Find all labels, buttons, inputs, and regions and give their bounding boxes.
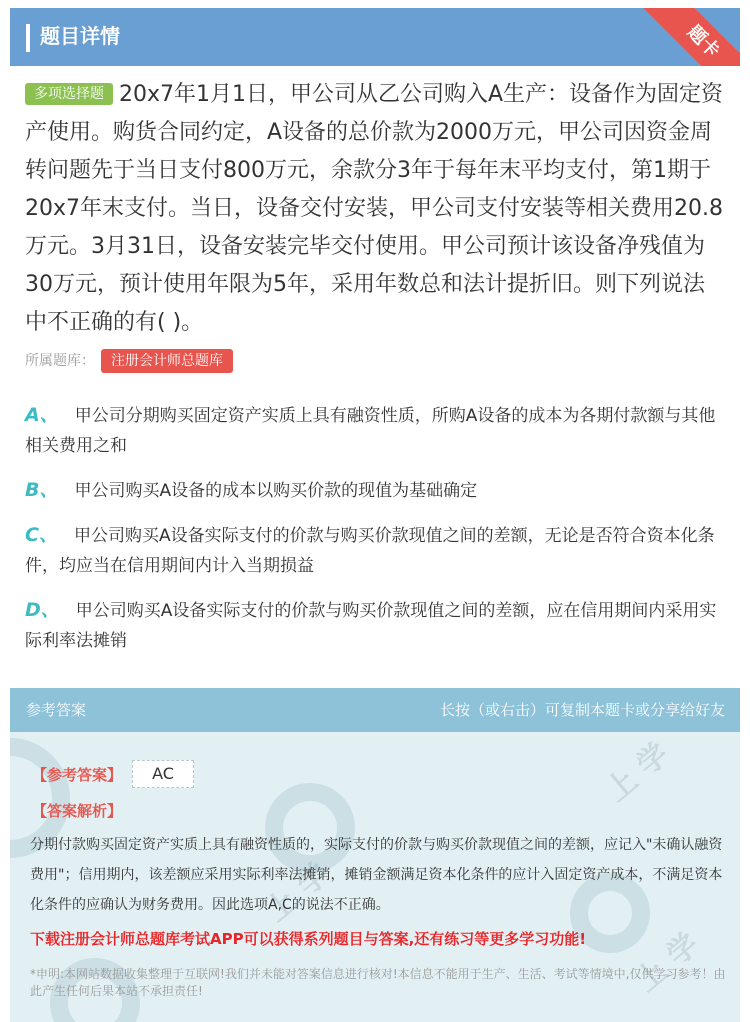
- download-app-link[interactable]: 下载注册会计师总题库考试APP可以获得系列题目与答案,还有练习等更多学习功能!: [30, 930, 587, 948]
- page-title: 题目详情: [40, 24, 120, 48]
- watermark-logo: 上 学: [629, 926, 706, 999]
- card-ribbon[interactable]: 题卡: [637, 8, 740, 66]
- watermark-logo: 上 学: [259, 856, 336, 929]
- option-b[interactable]: [25, 475, 730, 506]
- source-label: 所属题库：: [25, 353, 95, 369]
- analysis-label: 【答案解析】: [32, 802, 123, 820]
- option-letter: C、: [25, 524, 58, 546]
- watermark-logo: 上 学: [599, 736, 676, 809]
- answer-value: AC: [132, 760, 194, 788]
- share-hint: 长按（或右击）可复制本题卡或分享给好友: [439, 701, 725, 719]
- option-letter: B、: [25, 479, 59, 501]
- question-source: [25, 348, 233, 374]
- option-d[interactable]: [25, 595, 730, 656]
- option-letter: D、: [25, 599, 60, 621]
- option-c[interactable]: [25, 520, 730, 581]
- option-text: 甲公司购买A设备实际支付的价款与购买价款现值之间的差额，应在信用期间内采用实际利率法摊销: [25, 601, 717, 651]
- analysis-text: 分期付款购买固定资产实质上具有融资性质的，实际支付的价款与购买价款现值之间的差额，应记入"未确认融资费用"；信用期内，该差额应采用实际利率法摊销，摊销金额满足资本化条件的应计入固定资产成本，不满足资本化条件的应确认为财务费用。因此选项A,C的说法不正确。: [30, 837, 723, 913]
- disclaimer: *申明:本网站数据收集整理于互联网!我们并未能对答案信息进行核对!本信息不能用于生产、生活、考试等情境中,仅供学习参考！由此产生任何后果本站不承担责任!: [30, 967, 726, 998]
- answer-label: 【参考答案】: [32, 766, 123, 784]
- question-type-badge: 多项选择题: [25, 83, 113, 105]
- option-text: 甲公司购买A设备的成本以购买价款的现值为基础确定: [74, 481, 478, 501]
- question-stem: [25, 76, 725, 342]
- title-accent-bar: [26, 24, 30, 52]
- option-a[interactable]: [25, 400, 730, 461]
- header-bar: [10, 8, 740, 66]
- question-text: 20x7年1月1日，甲公司从乙公司购入A生产：设备作为固定资产使用。购货合同约定，A设备的总价款为2000万元，甲公司因资金周转问题先于当日支付800万元，余款分3年于每年末平均支付，第1期于20x7年末支付。当日，设备交付安装，甲公司支付安装等相关费用20.8万元。3月31日，设备安装完毕交付使用。甲公司预计该设备净残值为30万元，预计使用年限为5年，采用年数总和法计提折旧。则下列说法中不正确的有( )。: [25, 82, 724, 335]
- source-tag-link[interactable]: 注册会计师总题库: [101, 349, 233, 373]
- option-letter: A、: [25, 404, 59, 426]
- answer-header-title: 参考答案: [26, 701, 87, 719]
- option-text: 甲公司分期购买固定资产实质上具有融资性质，所购A设备的成本为各期付款额与其他相关费用之和: [25, 406, 716, 456]
- answer-panel: [10, 688, 740, 1022]
- answer-header: [10, 688, 740, 732]
- option-text: 甲公司购买A设备实际支付的价款与购买价款现值之间的差额，无论是否符合资本化条件，均应当在信用期间内计入当期损益: [25, 526, 715, 576]
